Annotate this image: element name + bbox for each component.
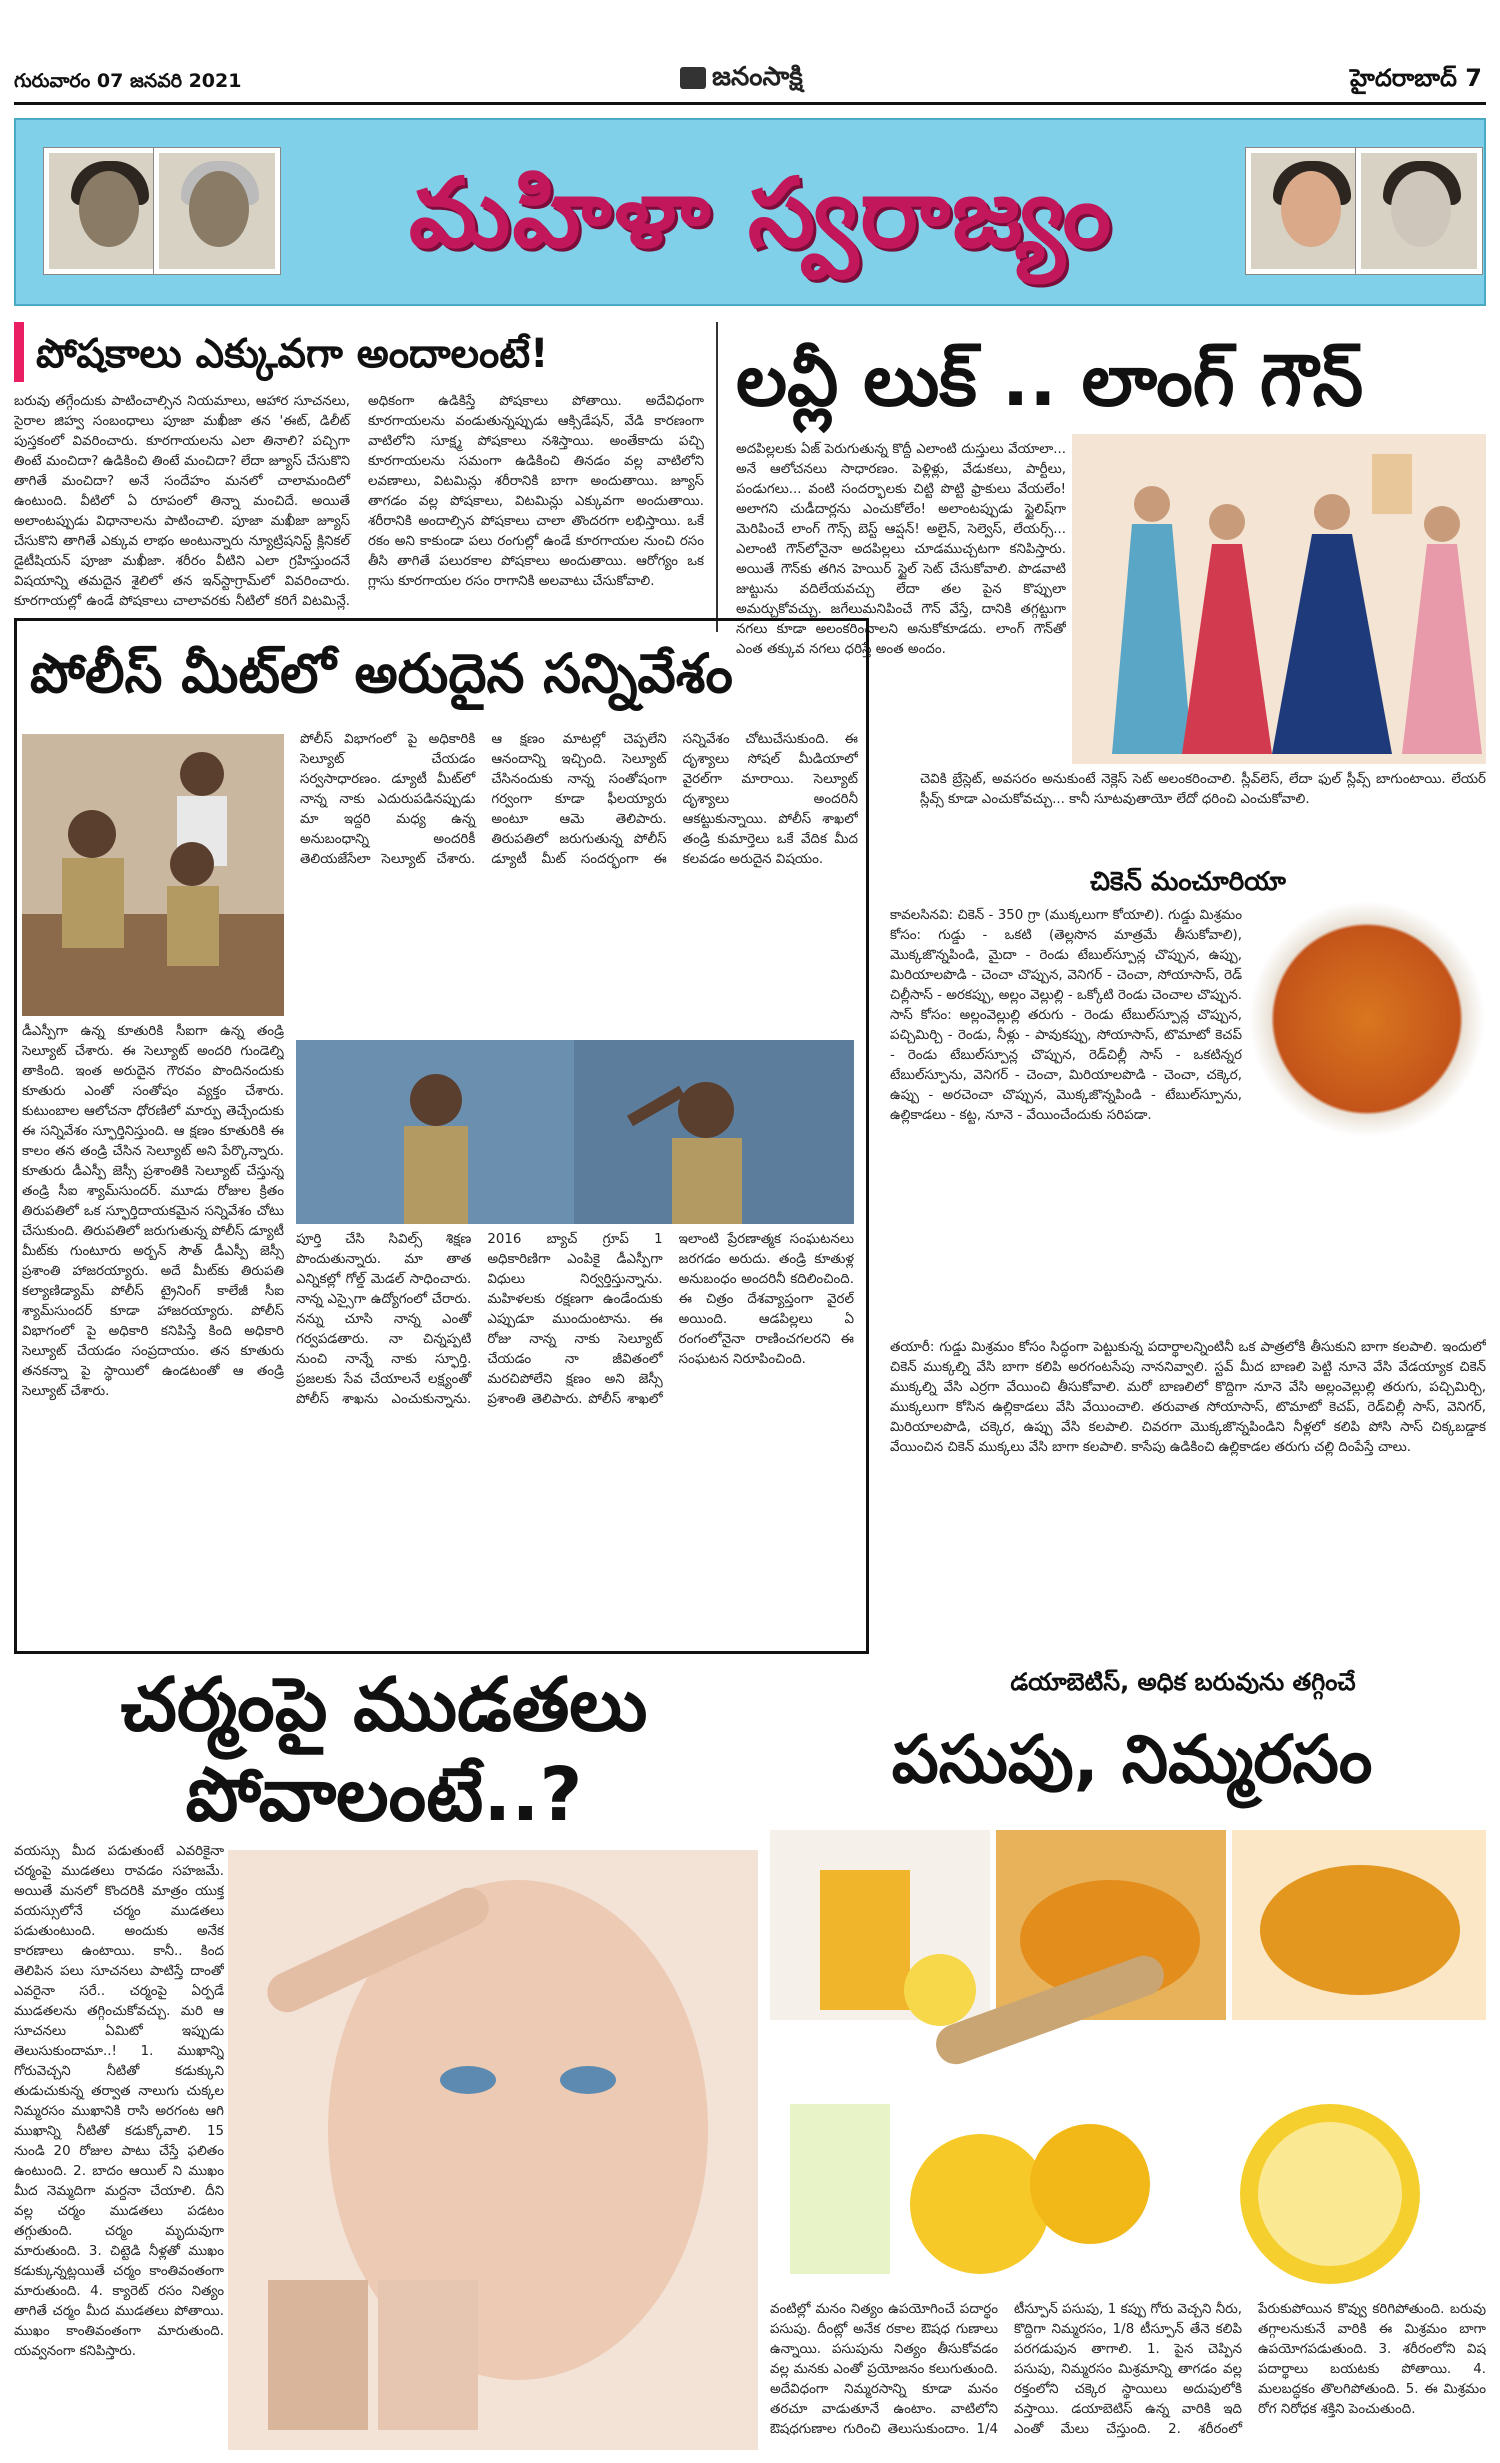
- lemon-photos: [770, 2094, 1486, 2294]
- recipe-headline: చికెన్ మంచూరియా: [1090, 867, 1286, 897]
- police-family-photo: [22, 734, 284, 1016]
- logo-icon: [680, 67, 706, 89]
- portrait-4: [1356, 148, 1482, 274]
- portrait-3: [1246, 148, 1372, 274]
- page-header: [0, 0, 1500, 100]
- column-divider: [716, 322, 718, 632]
- recipe-ingredients: కావలసినవి: చికెన్ - 350 గ్రా (ముక్కలుగా కోయాలి). గుడ్డు మిశ్రమం కోసం: గుడ్డు - ఒకటి (తెల్లసొన మాత్రమే తీసుకోవాలి), మొక్కజొన్నపిండి, మైదా - రెండు టేబుల్‌స్పూన్ల చొప్పున, ఉప్పు, మిరియాలపొడి - చెంచా చొప్పున, వెనిగర్ - చెంచా, సోయాసాస్, రెడ్ చిల్లీసాస్ - అరకప్పు, అల్లం వెల్లుల్లి - ఒక్కోటి రెండు చెంచాల చొప్పున. సాస్ కోసం: అల్లంవెల్లుల్లి తరుగు - రెండు టేబుల్‌స్పూన్ల చొప్పున, పచ్చిమిర్చి - రెండు, నీళ్లు - పావుకప్పు, సోయాసాస్, టొమాటో కెచప్ - రెండు టేబుల్‌స్పూన్ల చొప్పున, రెడ్‌చిల్లీ సాస్ - ఒకటిన్నర టేబుల్‌స్పూను, వెనిగర్ - చెంచా, మిరియాలపొడి - చెంచా, చక్కెర, ఉప్పు - అరచెంచా చొప్పున, మొక్కజొన్నపిండి - టేబుల్‌స్పూను, ఉల్లికాడలు - కట్ట, నూనె - వేయించేందుకు సరిపడా.: [890, 908, 1242, 1123]
- gown-photo: [1072, 434, 1486, 764]
- wrinkles-body: వయస్సు మీద పడుతుంటే ఎవరికైనా చర్మంపై ముడతలు రావడం సహజమే. అయితే మనలో కొందరికి మాత్రం యుక్త వయస్సులోనే చర్మం ముడతలు పడుతుంటుంది. అందుకు అనేక కారణాలు ఉంటాయి. కానీ.. కింద తెలిపిన పలు సూచనలు పాటిస్తే దాంతో ఎవరైనా సరే.. చర్మంపై ఏర్పడే ముడతలను తగ్గించుకోవచ్చు. మరి ఆ సూచనలు ఏమిటో ఇప్పుడు తెలుసుకుందామా..! 1. ముఖాన్ని గోరువెచ్చని నీటితో కడుక్కుని తుడుచుకున్న తర్వాత నాలుగు చుక్కల నిమ్మరసం ముఖానికి రాసి అరగంట ఆగి ముఖాన్ని నీటితో కడుక్కోవాలి. 15 నుండి 20 రోజుల పాటు చేస్తే ఫలితం ఉంటుంది. 2. బాదం ఆయిల్ ని ముఖం మీద నెమ్మదిగా మర్దనా చేయాలి. దీని వల్ల చర్మం ముడతలు పడటం తగ్గుతుంది. చర్మం మృదువుగా మారుతుంది. 3. చిట్టెడి నీళ్లతో ముఖం కడుక్కున్నట్లయితే చర్మం కాంతివంతంగా మారుతుంది. 4. క్యారెట్ రసం నిత్యం తాగితే చర్మం మీద ముడతలు పోతాయి. ముఖం కాంతివంతంగా మారుతుంది. యవ్వనంగా కనిపిస్తారు.: [14, 1844, 224, 2359]
- gown-body-continued: చెవికి బ్రేస్లెట్, అవసరం అనుకుంటే నెక్లెస్ సెట్ అలంకరించాలి. స్లీవ్‌లెస్, లేదా ఫుల్ స్లీవ్స్ బాగుంటాయి. లేయర్ స్లీవ్స్ కూడా ఎంచుకోవచ్చు... కానీ సూటవుతాయో లేదో ధరించి ఎంచుకోవాలి.: [920, 772, 1486, 807]
- page-number: 7: [1465, 64, 1482, 92]
- police-headline: పోలీస్ మీట్‌లో అరుదైన సన్నివేశం: [30, 642, 733, 705]
- police-body-left: డీఎస్పీగా ఉన్న కూతురికి సీఐగా ఉన్న తండ్రి సెల్యూట్ చేశారు. ఈ సెల్యూట్ అందరి గుండెల్ని తాకింది. ఇంత అరుదైన గౌరవం పొందినందుకు కూతురు ఎంతో సంతోషం వ్యక్తం చేశారు. కుటుంబాల ఆలోచనా ధోరణిలో మార్పు తెచ్చేందుకు ఈ సన్నివేశం స్ఫూర్తినిస్తుంది. ఆ క్షణం కూతురికి ఈ కాలం తన తండ్రి చేసిన సెల్యూట్ అని పేర్కొన్నారు. కూతురు డీఎస్పీ జెస్సీ ప్రశాంతికి సెల్యూట్ చేస్తున్న తండ్రి సీఐ శ్యామ్‌సుందర్. మూడు రోజుల క్రితం తిరుపతిలో ఒక స్ఫూర్తిదాయకమైన సన్నివేశం చోటు చేసుకుంది. తిరుపతిలో జరుగుతున్న పోలీస్ డ్యూటీ మీట్‌కు గుంటూరు అర్బన్ సౌత్ డీఎస్పీ జెస్సీ ప్రశాంతి హాజరయ్యారు. అదే మీట్‌కు తిరుపతి కల్యాణిడ్యామ్ పోలీస్ ట్రైనింగ్ కాలేజీ సీఐ శ్యామ్‌సుందర్ కూడా హాజరయ్యారు. పోలీస్ విభాగంలో పై అధికారి కనిపిస్తే కింది అధికారి సెల్యూట్ చేయడం సంప్రదాయం. తన కూతురు తనకన్నా పై స్థాయిలో ఉండటంతో ఆ తండ్రి సెల్యూట్ చేశారు.: [22, 1024, 284, 1399]
- nutrition-headline: పోషకాలు ఎక్కువగా అందాలంటే!: [36, 331, 549, 377]
- portrait-1: [44, 148, 170, 274]
- edition-city: [1350, 64, 1482, 98]
- masthead-logo: [680, 62, 803, 98]
- nutrition-body: బరువు తగ్గేందుకు పాటించాల్సిన నియమాలు, ఆహార సూచనలు, సైరాల జిహ్వ సంబంధాలు పూజా మఖీజా తన 'ఈట్, డిలీట్ పుస్తకంలో వివరించారు. కూరగాయలను ఎలా తినాలి? పచ్చిగా తింటే మంచిదా? ఉడికించి తింటే మంచిదా? లేదా జ్యూస్ చేసుకొని తాగితే మంచిదా? అనే సందేహం మనలో చాలామందిలో ఉంటుంది. వీటిలో ఏ రూపంలో తిన్నా మంచిదే. అయితే అలాంటప్పుడు విధానాలను పాటించాలి. పూజా మఖీజా జ్యూస్ చేసుకొని తాగితే ఎక్కువ లాభం అంటున్నారు న్యూట్రిషనిస్ట్ క్లినికల్ డైటీషియన్ పూజా మఖీజా. శరీరం వీటిని ఎలా గ్రహిస్తుందనే విషయాన్ని తమదైన శైలిలో తన ఇన్‌స్టాగ్రామ్‌లో వివరించారు. కూరగాయల్లో ఉండే పోషకాలు చాలావరకు నీటిలో కరిగే విటమిన్లే. అధికంగా ఉడికిస్తే పోషకాలు పోతాయి. అదేవిధంగా కూరగాయలను వండుతున్నప్పుడు ఆక్సిడేషన్, వేడి కారణంగా వాటిలోని సూక్ష్మ పోషకాలు నశిస్తాయి. అంతేకాదు పచ్చి కూరగాయలను సమంగా ఉడికించి తినడం వల్ల వాటిలోని లవణాలు, విటమిన్లు శరీరానికి బాగా అందుతాయి. జ్యూస్ తాగడం వల్ల పోషకాలు, విటమిన్లు ఎక్కువగా అందుతాయి. శరీరానికి అందాల్సిన పోషకాలు చాలా తొందరగా లభిస్తాయి. ఒకే రకం అని కాకుండా పలు రంగుల్లో ఉండే కూరగాయల నుంచి రసం తీసి తాగితే పలురకాల పోషకాలు అందుతాయి. ఆరోగ్యం ఒక గ్లాసు కూరగాయల రసం రాగానికి అలవాటు చేసుకోవాలి.: [14, 394, 704, 609]
- headline-accent: [14, 322, 24, 382]
- section-banner: [14, 118, 1486, 306]
- turmeric-photos: [770, 1830, 1486, 2090]
- masthead-name: జనంసాక్షి: [712, 62, 803, 92]
- recipe-method: తయారీ: గుడ్డు మిశ్రమం కోసం సిద్ధంగా పెట్టుకున్న పదార్థాలన్నింటినీ ఒక పాత్రలోకి తీసుకుని బాగా కలపాలి. ఇందులో చికెన్ ముక్కల్ని వేసి బాగా కలిపి అరగంటసేపు నాననివ్వాలి. స్టవ్ మీద బాణలి పెట్టి నూనె వేసి వేడయ్యాక చికెన్ ముక్కల్ని వేసి ఎర్రగా వేయించి తీసుకోవాలి. మరో బాణలిలో కొద్దిగా నూనె వేసి అల్లంవెల్లుల్లి తరుగు, పచ్చిమిర్చి, ముక్కలుగా కోసిన ఉల్లికాడలు వేసి వేయించాలి. తరువాత సోయాసాస్, టొమాటో కెచప్, రెడ్‌చిల్లీ సాస్, వెనిగర్, మిరియాలపొడి, చక్కెర, ఉప్పు వేసి కలపాలి. చివరగా మొక్కజొన్నపిండిని నీళ్లలో కలిపి పోసి సాస్ చిక్కబడ్డాక వేయించిన చికెన్ ముక్కలు వేసి బాగా కలపాలి. కాసేపు ఉడికించి ఉల్లికాడల తరుగు చల్లి దింపేస్తే చాలు.: [890, 1340, 1486, 1455]
- header-rule: [14, 102, 1486, 105]
- manchurian-bowl-photo: [1248, 900, 1486, 1138]
- portrait-2: [154, 148, 280, 274]
- salute-photo: [296, 1040, 854, 1224]
- turmeric-kicker: డయాబెటిస్, అధిక బరువును తగ్గించే: [1010, 1668, 1356, 1696]
- gown-body: అదపిల్లలకు ఏజ్ పెరుగుతున్న కొద్దీ ఎలాంటి దుస్తులు వేయాలా... అనే ఆలోచనలు సాధారణం. పెళ్లిళ్లు, వేడుకలు, పార్టీలు, పండుగలు... వంటి సందర్భాలకు చిట్టి పొట్టి ఫ్రాకులు వేయలేం! అలాగని చుడీదార్లను ఎంచుకోలేం! అలాంటప్పుడు స్టైలిష్‌గా మెరిపించే లాంగ్ గౌన్స్ బెస్ట్ ఆప్షన్! అలైన్, సెల్వెస్, లేయర్స్... ఎలాంటి గౌన్‌లోనైనా అదపిల్లలు చూడముచ్చటగా కనిపిస్తారు. అయితే గౌన్‌కు తగిన హెయిర్ స్టైల్ సెట్ చేసుకోవాలి. పొడవాటి జుట్టును వదిలేయవచ్చు లేదా తల పైన కొప్పులా అమర్చుకోవచ్చు. జగేలుమనిపించే గౌన్ వేస్తే, దానికి తగ్గట్టుగా నగలు కూడా అలంకరించాలని అనుకోకూడదు. లాంగ్ గౌన్‌తో ఎంత తక్కువ నగలు ధరిస్తే అంత అందం.: [736, 442, 1066, 657]
- issue-date: గురువారం 07 జనవరి 2021: [14, 70, 242, 92]
- city-name: హైదరాబాద్: [1350, 64, 1457, 92]
- police-body-top: పోలీస్ విభాగంలో పై అధికారికి సెల్యూట్ చేయడం సర్వసాధారణం. డ్యూటీ మీట్‌లో నాన్న నాకు ఎదురుపడినప్పుడు మా ఇద్దరి మధ్య ఉన్న అనుబంధాన్ని అందరికీ తెలియజేసేలా సెల్యూట్ చేశారు. ఆ క్షణం మాటల్లో చెప్పలేని ఆనందాన్ని ఇచ్చింది. సెల్యూట్ చేసినందుకు నాన్న సంతోషంగా గర్వంగా కూడా ఫీలయ్యారు అంటూ ఆమె తెలిపారు. తిరుపతిలో జరుగుతున్న పోలీస్ డ్యూటీ మీట్ సందర్భంగా ఈ సన్నివేశం చోటుచేసుకుంది. ఈ దృశ్యాలు సోషల్ మీడియాలో వైరల్‌గా మారాయి. సెల్యూట్ దృశ్యాలు అందరినీ ఆకట్టుకున్నాయి. పోలీస్ శాఖలో తండ్రి కుమార్తెలు ఒకే వేదిక మీద కలవడం అరుదైన విషయం.: [300, 732, 858, 867]
- wrinkles-headline: చర్మంపై ముడతలు పోవాలంటే..?: [120, 1662, 648, 1838]
- police-body-bottom: పూర్తి చేసి సివిల్స్ శిక్షణ పొందుతున్నారు. మా తాత ఎన్నికల్లో గోల్డ్ మెడల్ సాధించారు. నాన్న ఎస్సైగా ఉద్యోగంలో చేరారు. నన్ను చూసి నాన్న ఎంతో గర్వపడతారు. నా చిన్నప్పటి నుంచి నాన్నే నాకు స్ఫూర్తి. ప్రజలకు సేవ చేయాలనే లక్ష్యంతో పోలీస్ శాఖను ఎంచుకున్నాను. 2016 బ్యాచ్ గ్రూప్ 1 అధికారిణిగా ఎంపికై డీఎస్పీగా విధులు నిర్వర్తిస్తున్నాను. మహిళలకు రక్షణగా ఉండేందుకు ఎప్పుడూ ముందుంటాను. ఈ రోజు నాన్న నాకు సెల్యూట్ చేయడం నా జీవితంలో మరచిపోలేని క్షణం అని జెస్సీ ప్రశాంతి తెలిపారు. పోలీస్ శాఖలో ఇలాంటి ప్రేరణాత్మక సంఘటనలు జరగడం అరుదు. తండ్రి కూతుళ్ల అనుబంధం అందరినీ కదిలించింది. ఈ చిత్రం దేశవ్యాప్తంగా వైరల్ అయింది. ఆడపిల్లలు ఏ రంగంలోనైనా రాణించగలరని ఈ సంఘటన నిరూపించింది.: [296, 1232, 854, 1407]
- banner-title: మహిళా స్వరాజ్యం: [408, 156, 1114, 269]
- gown-headline: లవ్లీ లుక్ .. లాంగ్ గౌన్: [736, 338, 1364, 422]
- turmeric-headline: పసుపు, నిమ్మరసం: [891, 1721, 1373, 1798]
- woman-face-photo: [228, 1850, 758, 2450]
- turmeric-body: వంటిల్లో మనం నిత్యం ఉపయోగించే పదార్థం పసుపు. దీంట్లో అనేక రకాల ఔషధ గుణాలు ఉన్నాయి. పసుపును నిత్యం తీసుకోవడం వల్ల మనకు ఎంతో ప్రయోజనం కలుగుతుంది. అదేవిధంగా నిమ్మరసాన్ని కూడా మనం తరచూ వాడుతూనే ఉంటాం. వాటిలోని ఔషధగుణాల గురించి తెలుసుకుందాం. 1/4 టీస్పూన్ పసుపు, 1 కప్పు గోరు వెచ్చని నీరు, కొద్దిగా నిమ్మరసం, 1/8 టీస్పూన్ తేనె కలిపి పరగడుపున తాగాలి. 1. పైన చెప్పిన పసుపు, నిమ్మరసం మిశ్రమాన్ని తాగడం వల్ల రక్తంలోని చక్కెర స్థాయిలు అదుపులోకి వస్తాయి. డయాబెటిస్ ఉన్న వారికి ఇది ఎంతో మేలు చేస్తుంది. 2. శరీరంలో పేరుకుపోయిన కొవ్వు కరిగిపోతుంది. బరువు తగ్గాలనుకునే వారికి ఈ మిశ్రమం బాగా ఉపయోగపడుతుంది. 3. శరీరంలోని విష పదార్థాలు బయటకు పోతాయి. 4. మలబద్ధకం తొలగిపోతుంది. 5. ఈ మిశ్రమం రోగ నిరోధక శక్తిని పెంచుతుంది.: [770, 2302, 1486, 2437]
